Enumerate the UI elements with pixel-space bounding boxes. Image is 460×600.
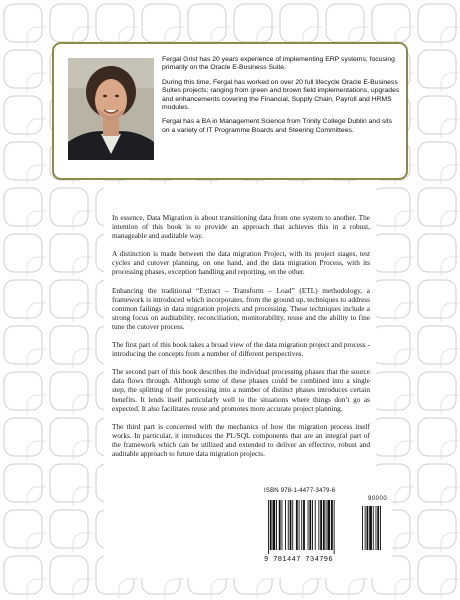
isbn-barcode [262,488,392,576]
author-photo [68,58,154,160]
author-bio-paragraph: During this time, Fergal has worked on over 20 full lifecycle Oracle E-Business Suites projects; ranging from green and brown field implementations, upgrades and enhancements covering the Financial, Supply Chain, Payroll and HRMS modules. [162,78,400,112]
author-bio-paragraph: Fergal has a BA in Management Science from Trinity College Dublin and sits on a variety of IT Programme Boards and Steering Committees. [162,118,393,134]
author-bio-paragraph: Fergal Grist has 20 years experience of implementing ERP systems; focusing primarily on the Oracle E-Business Suite. [162,56,395,72]
description-paragraph: A distinction is made between the data migration Project, with its project stages, test cycles and cutover planning, on one hand, and the data migration Process, with its processing phases, exception handling and reporting, on the other. [112,249,370,277]
barcode-bars [266,500,390,556]
author-box [52,42,408,180]
description-paragraph: In essence, Data Migration is about transitioning data from one system to another. The intention of this book is to provide an approach that achieves this in a robust, manageable and auditable way. [112,213,370,241]
description-paragraph: The second part of this book describes the individual processing phases that the source data flows through. Although some of these phases could be combined into a single step, the splitting of the processing into a number of distinct phases introduces certain benefits. It lends itself particularly well to the situations where things don’t go as expected. It also facilitates reuse and promotes more accurate project planning. [112,367,370,413]
book-description [112,213,370,467]
barcode-digits: 9 781447 734796 [264,556,334,564]
isbn-label: ISBN 978-1-4477-3479-6 [264,488,336,494]
description-paragraph: Enhancing the traditional “Extract – Transform – Load” (ETL) methodology, a framework is introduced which incorporates, from the ground up, techniques to address common failings in data migration projects and processing. These techniques include a strong focus on auditability, reconciliation, monitorability, reuse and the ability to fine tune the cutover process. [112,285,370,331]
description-paragraph: The third part is concerned with the mechanics of how the migration process itself works. In particular, it introduces the PL/SQL components that are an integral part of the framework which can be utilized and extended to deliver an effective, robust and auditable approach to future data migration projects. [112,421,370,458]
price-code: 90000 [368,496,388,502]
description-paragraph: The first part of this book takes a broad view of the data migration project and process - introducing the concepts from a number of different perspectives. [112,340,370,359]
author-bio [162,56,400,141]
